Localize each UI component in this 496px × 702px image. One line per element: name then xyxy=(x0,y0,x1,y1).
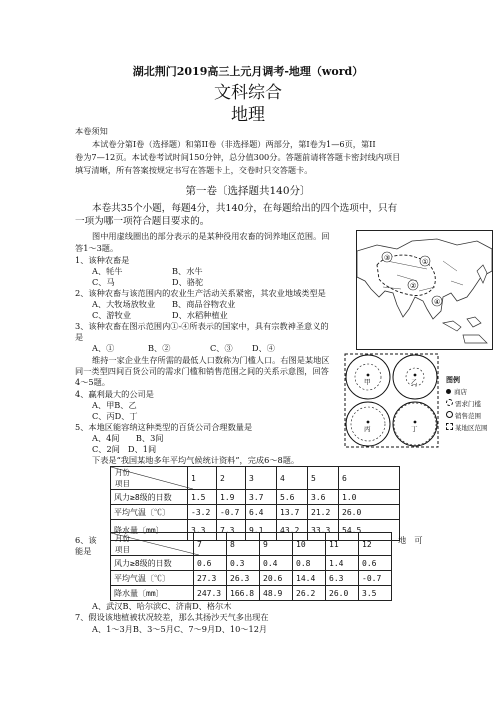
month-header: 6 xyxy=(339,467,400,490)
option: C、游牧业 xyxy=(92,310,132,320)
month-header: 1 xyxy=(188,467,217,490)
table-cell: 13.7 xyxy=(277,505,308,520)
map-label-3: ③ xyxy=(384,254,391,262)
table-cell: 3.6 xyxy=(308,490,339,505)
notice-line: 本试卷分第Ⅰ卷（选择题）和第II卷（非选择题）两部分，第Ⅰ卷为1—6页，第II xyxy=(92,139,376,149)
table-cell: 0.4 xyxy=(260,556,293,571)
notice-line: 填写清晰，所有答案按规定书写在答题卡上，交卷时只交答题卡。 xyxy=(75,165,313,175)
asia-map xyxy=(356,230,493,350)
option: B、商品谷物农业 xyxy=(172,299,236,309)
month-header: 3 xyxy=(246,467,277,490)
table-cell: 3.3 xyxy=(188,520,217,541)
table-cell: 3.5 xyxy=(359,586,392,601)
table-cell: 0.6 xyxy=(359,556,392,571)
table-cell: 166.8 xyxy=(227,586,260,601)
row-label: 风力≥8级的日数 xyxy=(111,556,194,571)
month-header: 12 xyxy=(359,533,392,556)
table-cell: 1.0 xyxy=(339,490,400,505)
option: C、马 xyxy=(92,277,115,287)
table-cell: 26.3 xyxy=(227,571,260,586)
climate-table-2 xyxy=(110,532,392,601)
table-row xyxy=(111,490,400,505)
table-cell: 1.4 xyxy=(326,556,359,571)
table-cell: 14.4 xyxy=(293,571,326,586)
option: A、① xyxy=(92,343,115,353)
option: C、③ xyxy=(210,343,233,353)
table-cell: 21.2 xyxy=(308,505,339,520)
legend-range: 销售范围 xyxy=(446,410,488,422)
question-stem: 2、该种农畜与该范围内的农业生产活动关系紧密，其农业地域类型是 xyxy=(75,288,326,298)
map-intro: 答1～3题。 xyxy=(75,243,119,253)
store-ding: 丁 xyxy=(411,425,418,433)
store-intro: 同一类型四间百货公司的需求门槛和销售范围之间的关系示意图，回答 xyxy=(75,366,329,376)
month-header: 5 xyxy=(308,467,339,490)
climate-table-1 xyxy=(110,466,400,541)
option: C、丙D、丁 xyxy=(92,411,138,421)
row-label: 平均气温〔℃〕 xyxy=(111,505,188,520)
table-cell: 26.0 xyxy=(326,586,359,601)
option: B、水牛 xyxy=(172,266,203,276)
q6-stem: 能是 xyxy=(75,546,92,556)
question-stem: 是 xyxy=(75,332,84,342)
legend-region: 某地区范围 xyxy=(446,422,488,434)
option-line: A、武汉B、哈尔滨C、济南D、格尔木 xyxy=(92,601,232,611)
store-jia: 甲 xyxy=(364,378,371,386)
option: A、甲B、乙 xyxy=(92,400,137,410)
table-row xyxy=(111,556,392,571)
month-header: 8 xyxy=(227,533,260,556)
store-diagram xyxy=(344,353,439,448)
store-dot-icon xyxy=(446,389,451,394)
store-intro: 4～5题。 xyxy=(75,377,110,387)
table-cell: 5.6 xyxy=(277,490,308,505)
q6-stem: 6、该 xyxy=(75,535,97,545)
table-cell: 26.2 xyxy=(293,586,326,601)
table-cell: 9.1 xyxy=(246,520,277,541)
month-header: 2 xyxy=(217,467,246,490)
climate-intro: 下表是“我国某地多年平均气候统计资料”，完成6～8题。 xyxy=(92,455,300,465)
table-cell: 43.2 xyxy=(277,520,308,541)
subject-title: 文科综合 xyxy=(214,83,282,103)
option: D、④ xyxy=(252,343,275,353)
table-cell: 1.5 xyxy=(188,490,217,505)
table-header-row xyxy=(111,467,400,490)
row-label: 风力≥8级的日数 xyxy=(111,490,188,505)
option: D、骆驼 xyxy=(172,277,204,287)
table-cell: -0.7 xyxy=(217,505,246,520)
question-stem: 4、赢利最大的公司是 xyxy=(75,389,154,399)
table-header-row xyxy=(111,533,392,556)
table-cell: 27.3 xyxy=(194,571,227,586)
q6-stem: 地 可 xyxy=(398,535,423,545)
table-cell: 6.4 xyxy=(246,505,277,520)
map-label-2: ② xyxy=(410,282,417,290)
month-header: 7 xyxy=(194,533,227,556)
month-header: 4 xyxy=(277,467,308,490)
table-cell: 48.9 xyxy=(260,586,293,601)
option: C、2间 D、1间 xyxy=(92,444,157,454)
section-title: 第一卷〔选择题共140分〕 xyxy=(185,185,311,197)
table-cell: 20.6 xyxy=(260,571,293,586)
table-cell: -3.2 xyxy=(188,505,217,520)
table-cell: 7.3 xyxy=(217,520,246,541)
legend-threshold: 需求门槛 xyxy=(446,398,488,410)
table-cell: 26.0 xyxy=(339,505,400,520)
month-header: 11 xyxy=(326,533,359,556)
question-stem: 3、该种农畜在图示范围内①-④所表示的国家中，具有宗教神圣意义的 xyxy=(75,321,329,331)
table-row xyxy=(111,505,400,520)
option: A、大牧场放牧业 xyxy=(92,299,156,309)
map-intro: 图中用虚线圈出的部分表示的是某种役用农畜的饲养地区范围。回 xyxy=(92,231,330,241)
table-cell: 54.5 xyxy=(339,520,400,541)
store-circles xyxy=(344,353,439,448)
table-cell: 6.3 xyxy=(326,571,359,586)
notice-line: 卷为7—12页。本试卷考试时间150分钟，总分值300分。答题前请将答题卡密封线内项目 xyxy=(75,152,401,162)
table-cell: 0.8 xyxy=(293,556,326,571)
table-cell: 1.9 xyxy=(217,490,246,505)
table-row xyxy=(111,586,392,601)
question-stem: 1、该种农畜是 xyxy=(75,255,130,265)
question-stem: 5、本地区能容纳这种类型的百货公司合理数量是 xyxy=(75,422,253,432)
option: A、牦牛 xyxy=(92,266,123,276)
section-intro: 一项为哪一项符合题目要求的。 xyxy=(75,216,210,227)
threshold-circle-icon xyxy=(446,399,453,406)
table-cell: 0.6 xyxy=(194,556,227,571)
row-label: 降水量〔mm〕 xyxy=(111,586,194,601)
exam-title: 湖北荆门2019高三上元月调考-地理（word） xyxy=(132,65,364,78)
store-intro: 维持一家企业生存所需的最低人口数称为门槛人口。右图是某地区 xyxy=(92,355,330,365)
map-drawing xyxy=(357,231,492,349)
legend-title: 图例 xyxy=(446,375,460,384)
table-cell: 33.3 xyxy=(308,520,339,541)
question-stem: 7、假设该地植被状况较差，那么其扬沙天气多出现在 xyxy=(75,612,269,622)
month-header: 10 xyxy=(293,533,326,556)
row-label: 平均气温〔℃〕 xyxy=(111,571,194,586)
row-label: 降水量〔mm〕 xyxy=(111,520,188,541)
map-label-1: ① xyxy=(422,258,429,266)
option: A、4间 B、3间 xyxy=(92,433,164,443)
store-yi: 乙 xyxy=(411,378,418,386)
range-circle-icon xyxy=(446,411,453,418)
legend-store: 商店 xyxy=(446,386,488,398)
notice-heading: 本卷须知 xyxy=(75,126,108,136)
section-intro: 本卷共35个小题，每题4分，共140分，在每题给出的四个选项中，只有 xyxy=(92,203,398,214)
table-cell: 247.3 xyxy=(194,586,227,601)
option: D、水稻种植业 xyxy=(172,310,228,320)
option: B、② xyxy=(148,343,171,353)
month-header: 9 xyxy=(260,533,293,556)
table-cell: 0.3 xyxy=(227,556,260,571)
table-row xyxy=(111,571,392,586)
subject-subtitle: 地理 xyxy=(231,105,265,125)
option-line: A、1～3月B、3～5月C、7～9月D、10～12月 xyxy=(92,624,268,634)
table-corner: 月份 项目 xyxy=(111,467,188,490)
store-bing: 丙 xyxy=(364,425,371,433)
map-legend xyxy=(446,374,488,434)
table-cell: -0.7 xyxy=(359,571,392,586)
table-corner: 月份 项目 xyxy=(111,533,194,556)
region-square-icon xyxy=(446,423,453,430)
map-label-4: ④ xyxy=(434,298,441,306)
table-cell: 3.7 xyxy=(246,490,277,505)
